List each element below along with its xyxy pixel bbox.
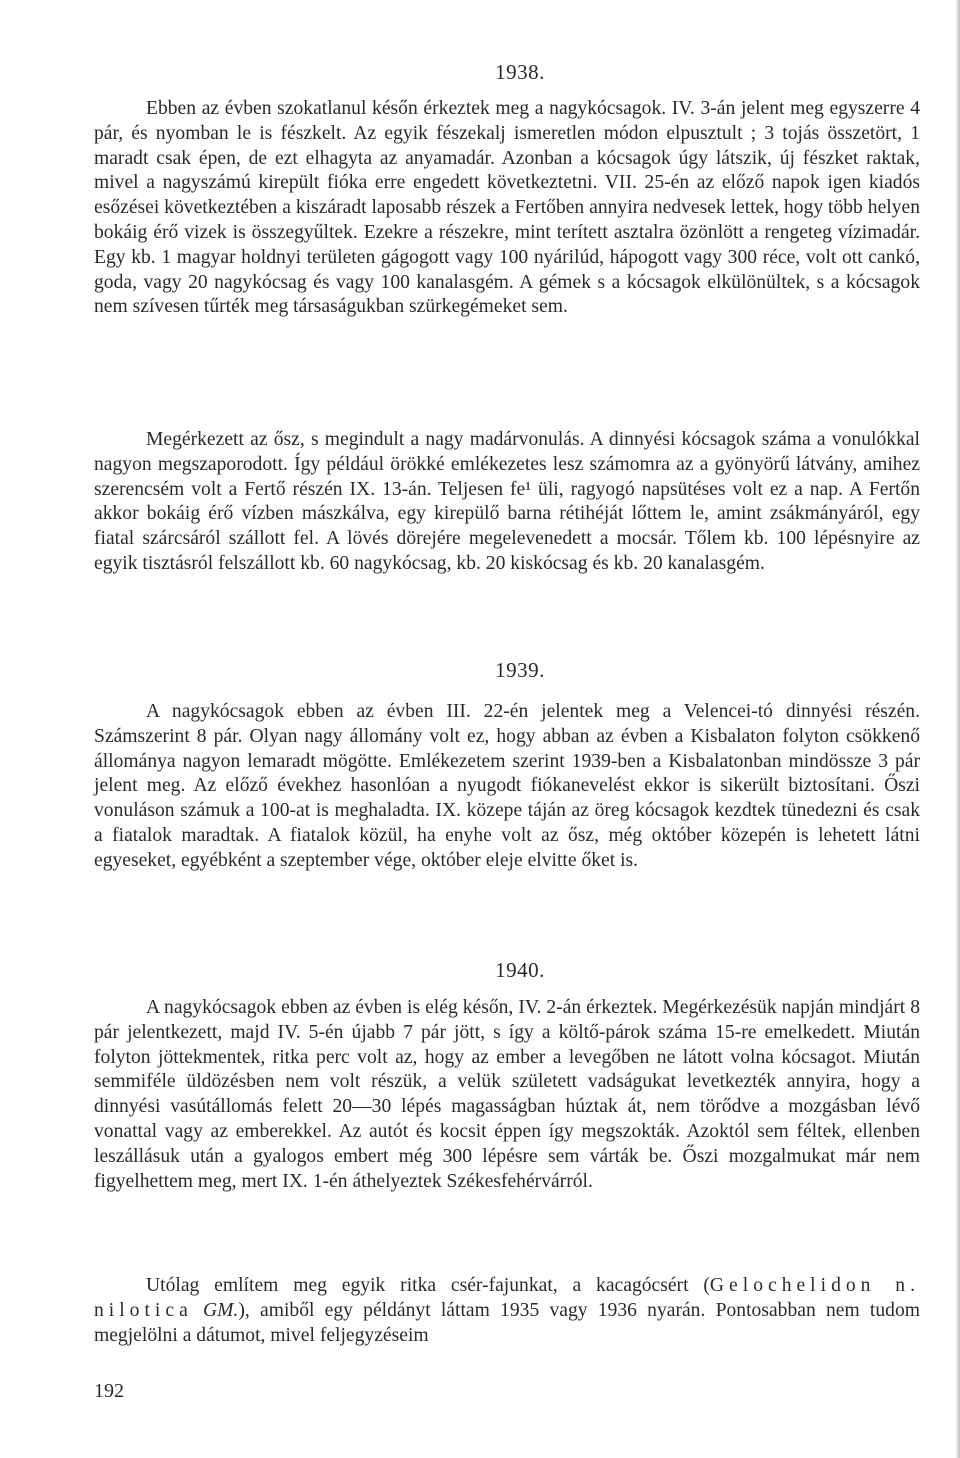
- year-heading-1939: 1939.: [495, 658, 545, 682]
- species-author: GM.: [203, 1299, 239, 1321]
- year-heading-1938: 1938.: [495, 60, 545, 84]
- paragraph-1939: A nagykócsagok ebben az évben III. 22-én jelentek meg a Velencei-tó dinnyési részén. Számszerint 8 pár. Olyan nagy állomány volt ez, hogy abban az évben a Kisbalaton folyton csökkenő állománya nagyon lemaradt mögötte. Emlékezetem szerint 1939-ben a Kisbalatonban mindössze 3 pár jelent meg. Az előző évekhez hasonlóan a nyugodt fiókanevelést ekkor is sikerült biztosítani. Őszi vonuláson számuk a 100-at is meghaladta. IX. közepe táján az öreg kócsagok kezdtek tünedezni és csak a fiatalok maradtak. A fiatalok közül, ha enyhe volt az ősz, még október közepén is lehetett látni egyeseket, egyébként a szeptember vége, október eleje elvitte őket is.: [94, 701, 920, 871]
- paragraph-1940-2: [94, 1274, 920, 1348]
- page-edge: [955, 0, 960, 1458]
- page-number: 192: [94, 1380, 124, 1402]
- species-name: Gelochelidon n. nilotica: [94, 1275, 920, 1321]
- paragraph-1940-2-start: Utólag említem meg egyik ritka csér-fajunkat, a kacagócsért (: [146, 1275, 710, 1296]
- paragraph-1938-2: Megérkezett az ősz, s megindult a nagy madárvonulás. A dinnyési kócsagok száma a vonulókkal nagyon megszaporodott. Így például örökké emlékezetes lesz számomra az a gyönyörű látvány, amihez szerencsém volt a Fertő részén IX. 13-án. Teljesen fe¹ üli, ragyogó napsütéses volt ez a nap. A Fertőn akkor bokáig érő vízben mászkálva, egy kirepülő barna rétihéját lőttem le, amint zsákmányáról, egy fiatal szárcsáról szállott fel. A lövés dörejére megelevenedett a mocsár. Tőlem kb. 100 lépésnyire az egyik tisztásról felszállott kb. 60 nagykócsag, kb. 20 kiskócsag és kb. 20 kanalasgém.: [94, 429, 920, 574]
- paragraph-1938-1: Ebben az évben szokatlanul későn érkeztek meg a nagykócsagok. IV. 3-án jelent meg egyszerre 4 pár, és nyomban le is fészkelt. Az egyik fészekalj ismeretlen módon elpusztult ; 3 tojás összetört, 1 maradt csak épen, de ezt elhagyta az anyamadár. Azonban a kócsagok úgy látszik, új fészket raktak, mivel a nagyszámú kirepült fióka erre engedett következtetni. VII. 25-én az előző napok igen kiadós esőzései következtében a kiszáradt laposabb részek a Fertőben annyira nedvesek lettek, hogy több helyen bokáig érő vizek is összegyűltek. Ezekre a részekre, mint terített asztalra özönlött a rengeteg vízimadár. Egy kb. 1 magyar holdnyi területen gágogott vagy 100 nyárilúd, hápogott vagy 300 réce, volt ott cankó, goda, vagy 20 nagykócsag és vagy 100 kanalasgém. A gémek s a kócsagok elkülönültek, s a kócsagok nem szívesen tűrték meg társaságukban szürkegémeket sem.: [94, 98, 920, 318]
- paragraph-1940-1: A nagykócsagok ebben az évben is elég későn, IV. 2-án érkeztek. Megérkezésük napján mindjárt 8 pár jelentkezett, majd IV. 5-én újabb 7 pár jött, s így a költő-párok száma 15-re emelkedett. Miután folyton jöttekmentek, ritka perc volt az, hogy az ember a levegőben ne látott volna kócsagot. Miután semmiféle üldözésben nem volt részük, a velük született vadságukat levetkezték annyira, hogy a dinnyési vasútállomás felett 20—30 lépés magasságban húztak át, nem törődve a mozgásban lévő vonattal vagy az emberekkel. Az autót és kocsit éppen így megszokták. Azoktól sem féltek, ellenben leszállásuk után a gyalogos embert még 300 lépésre sem várták be. Őszi mozgalmukat már nem figyelhettem meg, mert IX. 1-én áthelyeztek Székesfehérvárról.: [94, 997, 920, 1192]
- year-heading-1940: 1940.: [495, 958, 545, 982]
- paragraph-1940-2-end: ), amiből egy példányt láttam 1935 vagy 1936 nyarán. Pontosabban nem tudom megjelölni a dátumot, mivel feljegyzéseim: [94, 1299, 920, 1346]
